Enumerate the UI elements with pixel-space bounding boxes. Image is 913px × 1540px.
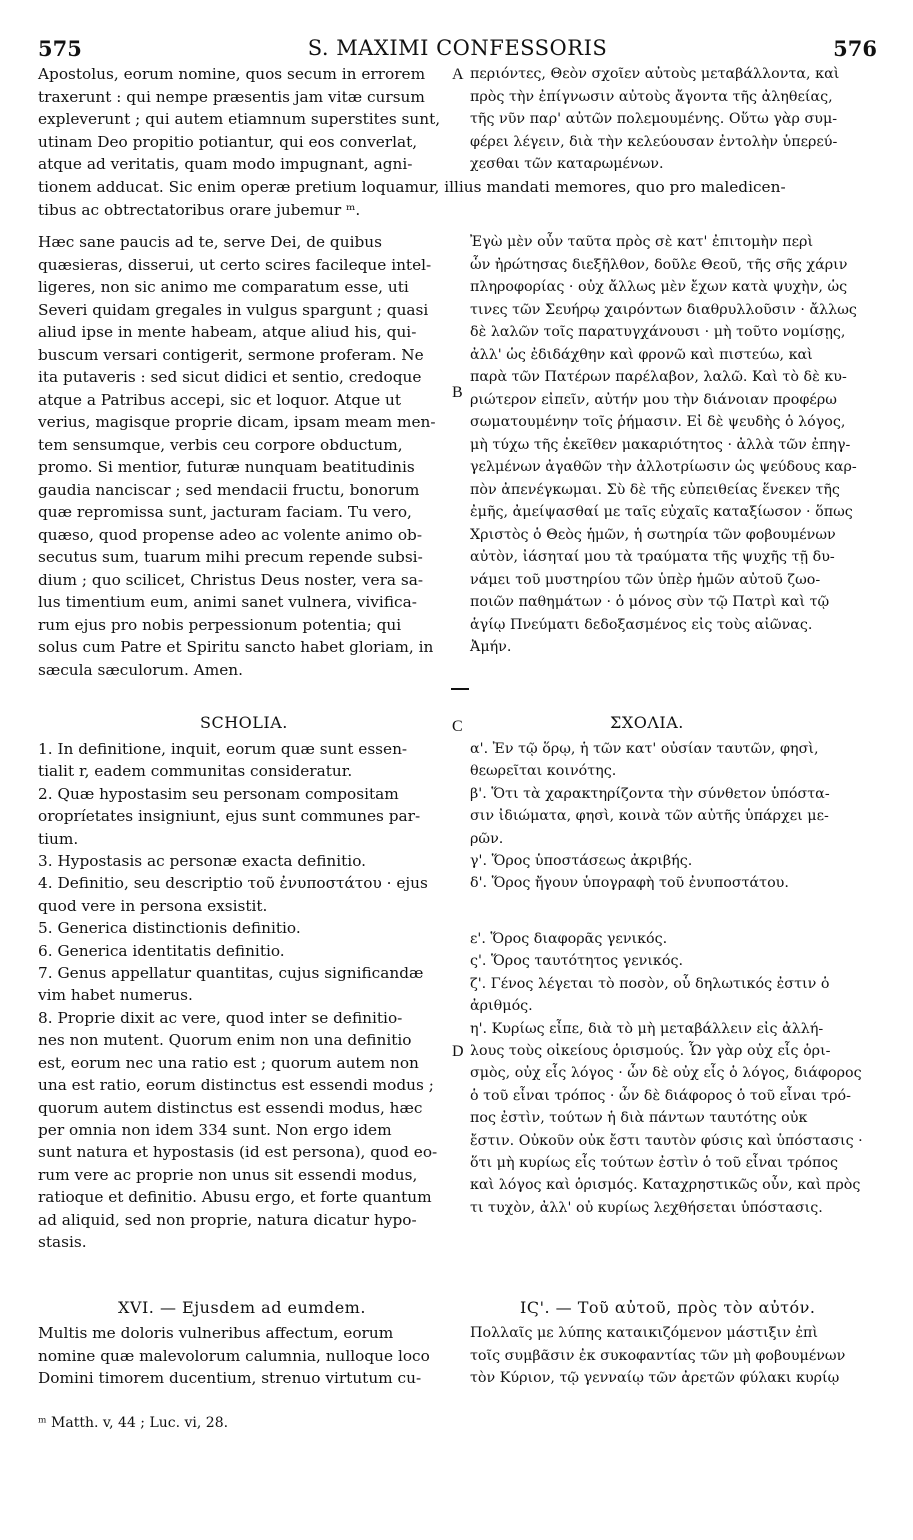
scholia-greek-heading: ΣΧΟΛΙΑ.	[610, 713, 684, 732]
latin-text-block-1: Apostolus, eorum nomine, quos secum in errorem traxerunt : qui nempe præsentis jam vitæ cursum expleverunt ; qui autem etiamnum superstites sunt, utinam Deo propitio potiantur, qui eos converlat, atque ad veritatis, quam modo impugnant, agni-	[38, 65, 441, 173]
margin-marker-d: D	[452, 1043, 464, 1060]
greek-text-block-2: Ἐγὼ μὲν οὖν ταῦτα πρὸς σὲ κατ' ἐπιτομὴν περὶ ὧν ἠρώτησας διεξῆλθον, δοῦλε Θεοῦ, τῆς σῆς χάριν πληροφορίας · οὐχ ἄλλως μὲν ἔχων κατὰ ψυχὴν, ὡς τινες τῶν Σευήρῳ χαιρόντων διαθρυλλοῦσιν · ἄλλως δὲ λαλῶν τοῖς παρατυγχάνουσι · μὴ τοῦτο νομίσῃς, ἀλλ' ὡς ἐδιδάχθην καὶ φρονῶ καὶ πιστεύω, καὶ παρὰ τῶν Πατέρων παρέλαβον, λαλῶ. Καὶ τὸ δὲ κυ- ριώτερον εἰπεῖν, αὐτήν μου τὴν διάνοιαν προφέρω σωματουμένην τοῖς ῥήμασιν. Εἰ δὲ ψευδὴς ὁ λόγος, μὴ τύχω τῆς ἐκεῖθεν μακαριότητος · ἀλλὰ τῶν ἐπηγ- γελμένων ἀγαθῶν τὴν ἀλλοτρίωσιν ὡς ψεύδους καρ- πὸν ἀπενέγκωμαι. Σὺ δὲ τῆς εὐπειθείας ἕνεκεν τῆς ἐμῆς, ἀμείψασθαί με ταῖς εὐχαῖς καταξίωσον · ὅπως Χριστὸς ὁ Θεὸς ἡμῶν, ἡ σωτηρία τῶν φοβουμένων αὐτὸν, ἰάσηταί μου τὰ τραύματα τῆς ψυχῆς τῇ δυ- νάμει τοῦ μυστηρίου τῶν ὑπὲρ ἡμῶν αὐτοῦ ζωο- ποιῶν παθημάτων · ὁ μόνος σὺν τῷ Πατρὶ καὶ τῷ ἁγίῳ Πνεύματι δεδοξασμένος εἰς τοὺς αἰῶνας. Ἀμήν.	[470, 234, 857, 655]
scholia-greek-notes-2: ε'. Ὅρος διαφορᾶς γενικός. ς'. Ὅρος ταυτότητος γενικός. ζ'. Γένος λέγεται τὸ ποσὸν, οὗ δηλωτικός ἐστιν ὁ ἀριθμός. η'. Κυρίως εἶπε, διὰ τὸ μὴ μεταβάλλειν εἰς ἀλλή- λους τοὺς οἰκείους ὁρισμούς. Ὧν γὰρ οὐχ εἷς ὁρι- σμὸς, οὐχ εἷς λόγος · ὧν δὲ οὐχ εἷς ὁ λόγος, διάφορος ὁ τοῦ εἶναι τρόπος · ὧν δὲ διάφορος ὁ τοῦ εἶναι τρό- πος ἐστὶν, τούτων ἡ διὰ πάντων ταυτότης οὐκ ἔστιν. Οὐκοῦν οὐκ ἔστι ταυτὸν φύσις καὶ ὑπόστασις · ὅτι μὴ κυρίως εἷς τούτων ἐστὶν ὁ τοῦ εἶναι τρόπος καὶ λόγος καὶ ὁρισμός. Καταχρηστικῶς οὖν, καὶ πρὸς τι τυχὸν, ἀλλ' οὐ κυρίως λεχθήσεται ὑπόστασις.	[470, 931, 863, 1216]
greek-text-block-1: περιόντες, Θεὸν σχοῖεν αὐτοὺς μεταβάλλοντα, καὶ πρὸς τὴν ἐπίγνωσιν αὐτοὺς ἄγοντα τῆς ἀληθείας, τῆς νῦν παρ' αὐτῶν πολεμουμένης. Οὕτω γὰρ συμ- φέρει λέγειν, διὰ τὴν κελεύουσαν ἐντολὴν ὑπερεύ- χεσθαι τῶν καταρωμένων.	[470, 66, 840, 172]
running-header	[38, 36, 877, 64]
margin-marker-b: B	[452, 384, 463, 401]
margin-marker-a: A	[452, 66, 464, 83]
letter-greek-text: Πολλαῖς με λύπης καταικιζόμενον μάστιξιν ἐπὶ τοῖς συμβᾶσιν ἐκ συκοφαντίας τῶν μὴ φοβουμένων τὸν Κύριον, τῷ γενναίῳ τῶν ἀρετῶν φύλακι κυρίῳ	[470, 1325, 846, 1386]
full-width-paragraph: tionem adducat. Sic enim operæ pretium loquamur, illius mandati memores, quo pro maledicen- tibus ac obtrectatoribus orare jubemur ᵐ.	[38, 178, 786, 219]
margin-marker-c: C	[452, 718, 463, 735]
running-title: S. MAXIMI CONFESSORIS	[307, 36, 608, 60]
latin-text-block-2: Hæc sane paucis ad te, serve Dei, de quibus quæsieras, disserui, ut certo scires facileque intel- ligeres, non sic animo me comparatum esse, uti Severi quidam gregales in vulgus spargunt ; quasi aliud ipse in mente habeam, atque aliud his, qui- buscum versari contigerit, sermone proferam. Ne ita putaveris : sed sicut didici et sentio, credoque atque a Patribus accepi, sic et loquor. Atque ut verius, magisque proprie dicam, ipsam meam men- tem sensumque, verbis ceu corpore obductum, promo. Si mentior, futuræ nunquam beatitudinis gaudia nanciscar ; sed mendacii fructu, bonorum quæ repromissa sunt, jacturam faciam. Tu vero, quæso, quod propense adeo ac volente animo ob- secutus sum, tuarum mihi precum repende subsi- dium ; quo scilicet, Christus Deus noster, vera sa- lus timentium eum, animi sanet vulnera, vivifica- rum ejus pro nobis perpessionum potentia; qui solus cum Patre et Spiritu sancto habet gloriam, in sæcula sæculorum. Amen.	[38, 233, 436, 679]
letter-latin-heading: XVI. — Ejusdem ad eumdem.	[118, 1298, 366, 1317]
scholia-latin-heading: SCHOLIA.	[200, 713, 288, 732]
letter-latin-text: Multis me doloris vulneribus affectum, eorum nomine quæ malevolorum calumnia, nulloque loco Domini timorem ducentium, strenuo virtutum cu-	[38, 1324, 430, 1387]
letter-greek-heading: ΙϚ'. — Τοῦ αὐτοῦ, πρὸς τὸν αὐτόν.	[520, 1298, 816, 1317]
scholia-greek-notes-1: α'. Ἐν τῷ ὅρῳ, ἡ τῶν κατ' οὐσίαν ταυτῶν, φησὶ, θεωρεῖται κοινότης. β'. Ὅτι τὰ χαρακτηρίζοντα τὴν σύνθετον ὑπόστα- σιν ἰδιώματα, φησὶ, κοινὰ τῶν αὐτῆς ὑπάρχει με- ρῶν. γ'. Ὅρος ὑποστάσεως ἀκριβής. δ'. Ὅρος ἤγουν ὑπογραφὴ τοῦ ἐνυποστάτου.	[470, 741, 830, 892]
page-number-right: 576	[833, 36, 877, 61]
column-separator	[451, 688, 469, 690]
footnote: ᵐ Matth. v, 44 ; Luc. vi, 28.	[38, 1415, 229, 1431]
page-number-left: 575	[38, 36, 82, 61]
scholia-latin-notes: 1. In definitione, inquit, eorum quæ sunt essen- tialit r, eadem communitas consideratur. 2. Quæ hypostasim seu personam compositam oropríetates insigniunt, ejus sunt communes par- tium. 3. Hypostasis ac personæ exacta definitio. 4. Definitio, seu descriptio τοῦ ἐνυποστάτου · ejus quod vere in persona exsistit. 5. Generica distinctionis definitio. 6. Generica identitatis definitio. 7. Genus appellatur quantitas, cujus significandæ vim habet numerus. 8. Proprie dixit ac vere, quod inter se definitio- nes non mutent. Quorum enim non una definitio est, eorum nec una ratio est ; quorum autem non una est ratio, eorum distinctus est essendi modus ; quorum autem distinctus est essendi modus, hæc per omnia non idem 334 sunt. Non ergo idem sunt natura et hypostasis (id est persona), quod eo- rum vere ac proprie non unus sit essendi modus, ratioque et definitio. Abusu ergo, et forte quantum ad aliquid, sed non proprie, natura dicatur hypo- stasis.	[38, 740, 438, 1251]
